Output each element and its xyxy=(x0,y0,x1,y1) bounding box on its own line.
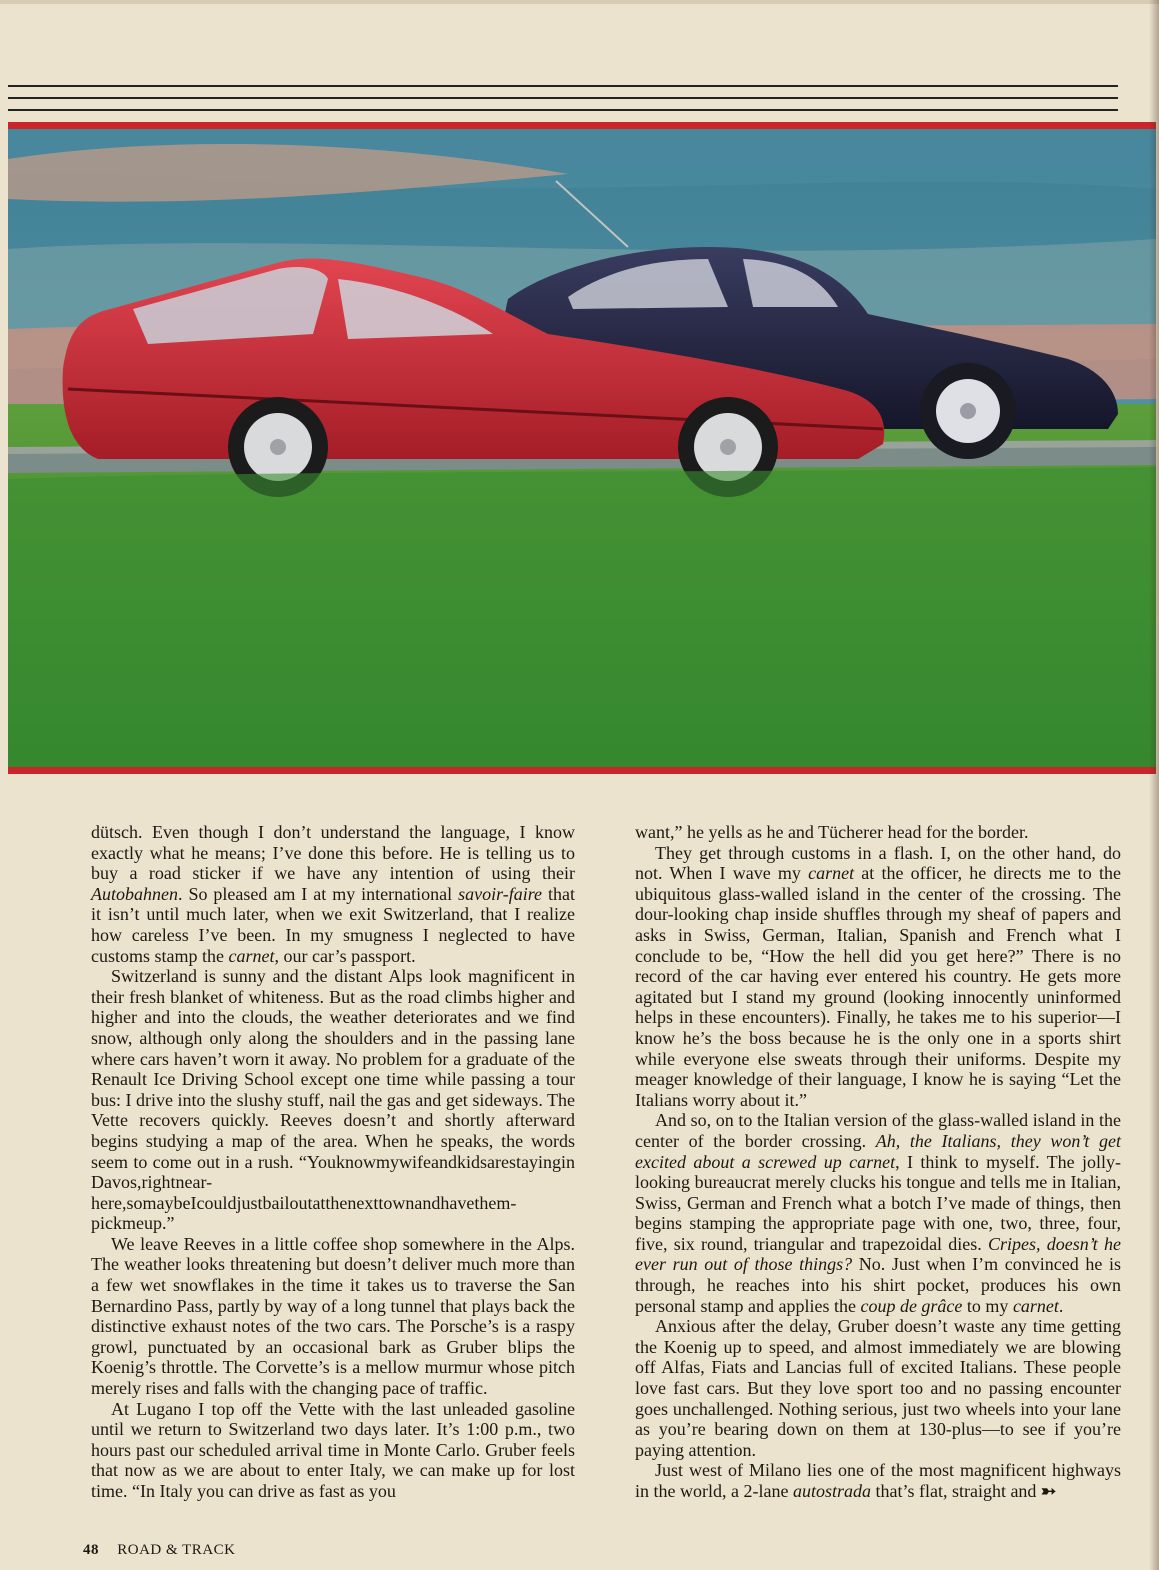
left-paragraph-2: Switzerland is sunny and the distant Alps look magnificent in their fresh blanket of whiteness. But as the road climbs higher and higher and into the clouds, the weather deteriorates and we find snow, although only along the shoulders and in the passing lane where cars haven’t worn it away. No problem for a graduate of the Renault Ice Driving School except one time while passing a tour bus: I drive into the slushy stuff, nail the gas and get sideways. The Vette recovers quickly. Reeves doesn’t and shortly afterward begins studying a map of the area. When he speaks, the words seem to come out in a rush. “Youknowmywifeandkidsarestayingin Davos,rightnear-here,somaybeIcouldjustbailoutatthenexttownandhavethem-pickmeup.” xyxy=(91,966,575,1234)
header-rule xyxy=(8,109,1118,111)
left-paragraph-1: dütsch. Even though I don’t understand the language, I know exactly what he means; I’ve done this before. He is telling us to buy a road sticker if we have any intention of using their Autobahnen. So pleased am I at my international savoir-faire that it isn’t until much later, when we exit Switzerland, that I realize how careless I’ve been. In my smugness I neglected to have customs stamp the carnet, our car’s passport. xyxy=(91,822,575,966)
right-paragraph-5 xyxy=(635,1460,1121,1501)
car-photo-illustration xyxy=(8,129,1156,767)
page-footer xyxy=(83,1542,236,1559)
right-paragraph-5-text: Just west of Milano lies one of the most magnificent highways in the world, a 2-lane autostrada that’s flat, straight and xyxy=(635,1460,1121,1501)
right-paragraph-2: They get through customs in a flash. I, on the other hand, do not. When I wave my carnet at the officer, he directs me to the ubiquitous glass-walled island in the center of the crossing. The dour-looking chap inside shuffles through my sheaf of papers and asks in Swiss, German, Italian, Spanish and French what I conclude to be, “How the hell did you get here?” There is no record of the car having ever entered his country. He gets more agitated but I stand my ground (looking innocently uninformed helps in these encounters). Finally, he takes me to his superior—I know he’s the boss because he is the only one in a sports shirt while everyone else sweats through their uniforms. Despite my meager knowledge of their language, I know he is saying “Let the Italians worry about it.” xyxy=(635,842,1121,1110)
page-top-edge xyxy=(0,0,1159,4)
magazine-name: ROAD & TRACK xyxy=(117,1542,236,1558)
page-gutter-shadow xyxy=(1149,0,1159,1570)
left-paragraph-4: At Lugano I top off the Vette with the last unleaded gasoline until we return to Switzerland two days later. It’s 1:00 p.m., two hours past our scheduled arrival time in Monte Carlo. Gruber feels that now as we are about to enter Italy, we can make up for lost time. “In Italy you can drive as fast as you xyxy=(91,1398,575,1501)
car-photo xyxy=(8,122,1156,774)
right-paragraph-1: want,” he yells as he and Tücherer head for the border. xyxy=(635,822,1029,842)
right-paragraph-3: And so, on to the Italian version of the glass-walled island in the center of the border crossing. Ah, the Italians, they won’t get excited about a screwed up carnet, I think to myself. The jolly-looking bureaucrat merely clucks his tongue and tells me in Italian, Swiss, German and French what a botch I’ve made of things, then begins stamping the appropriate page with one, two, three, four, five, six round, triangular and trapezoidal dies. Cripes, doesn’t he ever run out of those things? No. Just when I’m convinced he is through, he reaches into his shirt pocket, produces his own personal stamp and applies the coup de grâce to my carnet. xyxy=(635,1110,1122,1316)
article-left-column xyxy=(91,822,575,1502)
header-rule xyxy=(8,85,1118,87)
header-rule xyxy=(8,97,1118,99)
left-paragraph-3: We leave Reeves in a little coffee shop somewhere in the Alps. The weather looks threatening but doesn’t deliver much more than a few wet snowflakes in the time it takes us to traverse the San Bernardino Pass, partly by way of a long tunnel that plays back the distinctive exhaust notes of the two cars. The Porsche’s is a raspy growl, punctuated by an occasional bark as Gruber blips the Koenig’s throttle. The Corvette’s is a mellow murmur whose pitch merely rises and falls with the changing pace of traffic. xyxy=(91,1233,575,1399)
continued-arrow-icon: ➳ xyxy=(1040,1481,1055,1501)
right-paragraph-4: Anxious after the delay, Gruber doesn’t waste any time getting the Koenig up to speed, and almost immediately we are blowing off Alfas, Fiats and Lancias full of excited Italians. These people love fast cars. But they love sport too and no passing encounter goes unchallenged. Nothing serious, just two wheels into your lane as you’re bearing down on them at 130-plus—to see if you’re paying attention. xyxy=(635,1316,1121,1460)
page-number: 48 xyxy=(83,1542,99,1558)
article-right-column xyxy=(635,822,1121,1502)
